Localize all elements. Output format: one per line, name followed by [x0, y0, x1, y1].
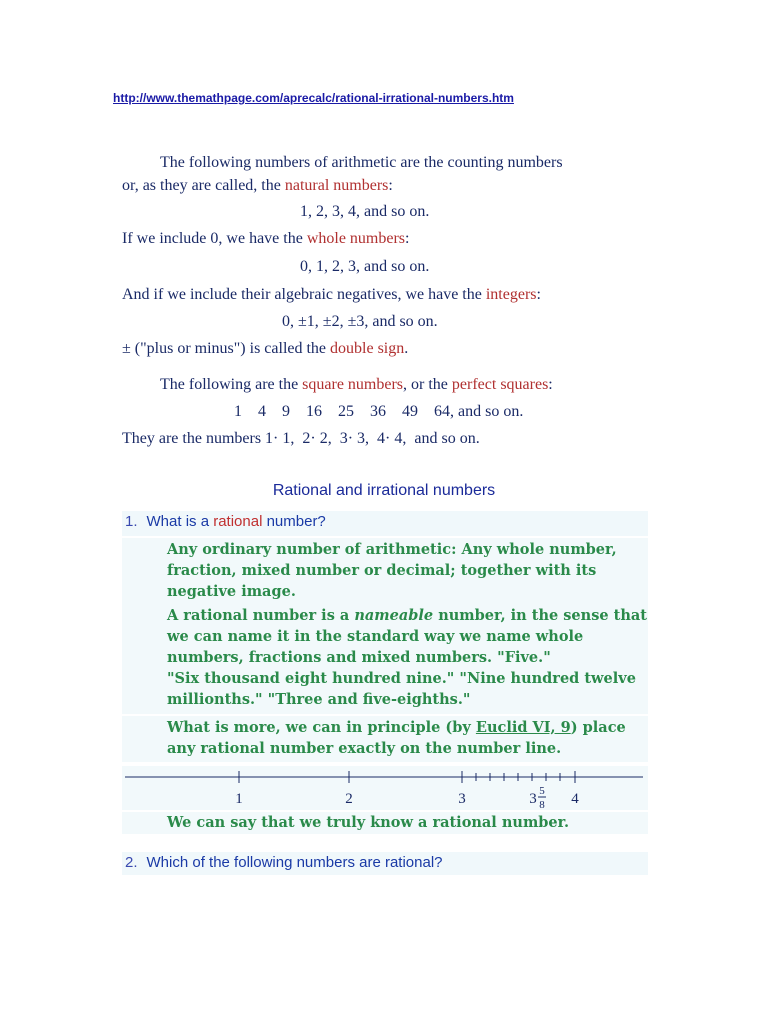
squares-example: 1 4 9 16 25 36 49 64, and so on.: [234, 403, 524, 420]
whole-numbers-line: [122, 230, 409, 248]
intro-line-1: The following numbers of arithmetic are the counting numbers: [160, 154, 563, 171]
tick-label-2: 2: [345, 791, 353, 807]
mixed-number-whole: 3: [529, 791, 537, 807]
tick-label-1: 1: [235, 791, 243, 807]
question-2: [122, 852, 648, 875]
answer-1-line: [167, 605, 648, 626]
answer-1-line: [167, 717, 648, 738]
whole-numbers-example: 0, 1, 2, 3, and so on.: [300, 258, 430, 275]
answer-1-line: fraction, mixed number or decimal; together with its: [167, 562, 597, 579]
question-2-text: Which of the following numbers are rational?: [146, 854, 443, 871]
mixed-number-numerator: 5: [539, 785, 545, 797]
question-1-text-end: number?: [262, 513, 326, 530]
squares-mid: , or the: [403, 376, 452, 393]
answer-1-line: We can say that we truly know a rational number.: [167, 814, 570, 831]
answer-1-line: numbers, fractions and mixed numbers. "Five.": [167, 649, 551, 666]
integers-line: [122, 286, 541, 304]
term-square-numbers: square numbers: [302, 376, 404, 393]
natural-numbers-example: 1, 2, 3, 4, and so on.: [300, 203, 430, 220]
question-1-number: 1.: [125, 513, 138, 530]
whole-punct: :: [405, 230, 410, 247]
answer-1-paragraph-3: [122, 716, 648, 762]
term-integers: integers: [485, 286, 537, 303]
term-double-sign: double sign: [330, 340, 405, 357]
answer-1-conclusion: [122, 812, 648, 834]
answer-1-paragraph-1: [122, 538, 648, 604]
squares-text: The following are the: [160, 376, 303, 393]
squares-line: [160, 376, 553, 394]
intro-punct: :: [388, 177, 393, 194]
whole-text: If we include 0, we have the: [122, 230, 307, 247]
section-title: Rational and irrational numbers: [272, 482, 496, 499]
integers-punct: :: [536, 286, 541, 303]
answer-1-line: millionths." "Three and five-eighths.": [167, 691, 471, 708]
answer-text: number, in the sense that: [433, 607, 647, 624]
integers-text: And if we include their algebraic negatives, we have the: [122, 286, 486, 303]
question-2-number: 2.: [125, 854, 138, 871]
number-line-svg: [122, 766, 648, 810]
euclid-link[interactable]: Euclid VI, 9: [475, 719, 571, 736]
double-punct: .: [404, 340, 409, 357]
intro-line-2: [122, 177, 393, 195]
tick-label-3: 3: [458, 791, 466, 807]
double-sign-line: [122, 340, 408, 358]
term-nameable: nameable: [354, 607, 434, 624]
answer-1-paragraph-2: [122, 604, 648, 714]
squares-explanation: They are the numbers 1· 1, 2· 2, 3· 3, 4· 4, and so on.: [122, 430, 480, 447]
source-url-link[interactable]: http://www.themathpage.com/aprecalc/rational-irrational-numbers.htm: [113, 91, 514, 105]
term-natural-numbers: natural numbers: [284, 177, 389, 194]
answer-1-line: we can name it in the standard way we name whole: [167, 628, 584, 645]
mixed-number-denominator: 8: [539, 799, 545, 810]
question-1-text: What is a: [146, 513, 214, 530]
question-1: [122, 511, 648, 536]
answer-text: What is more, we can in principle (by: [167, 719, 476, 736]
intro-text: or, as they are called, the: [122, 177, 285, 194]
answer-1-line: "Six thousand eight hundred nine." "Nine hundred twelve: [167, 670, 636, 687]
integers-example: 0, ±1, ±2, ±3, and so on.: [282, 313, 438, 330]
squares-punct: :: [548, 376, 553, 393]
answer-text: A rational number is a: [167, 607, 355, 624]
double-text: ± ("plus or minus") is called the: [122, 340, 331, 357]
term-whole-numbers: whole numbers: [306, 230, 406, 247]
term-rational: rational: [213, 513, 263, 530]
number-line: [122, 766, 648, 810]
answer-text: ) place: [570, 719, 626, 736]
answer-1-line: any rational number exactly on the number line.: [167, 740, 562, 757]
answer-1-line: negative image.: [167, 583, 296, 600]
answer-1-line: Any ordinary number of arithmetic: Any whole number,: [167, 541, 617, 558]
tick-label-4: 4: [571, 791, 579, 807]
term-perfect-squares: perfect squares: [451, 376, 549, 393]
